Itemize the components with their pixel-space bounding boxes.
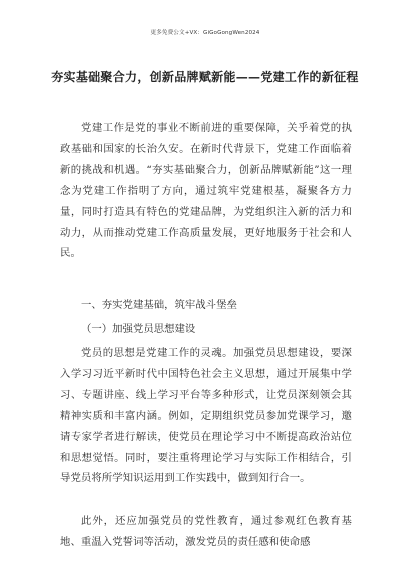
header-note: 更多免费公文+VX：GiGoGongWen2024 — [150, 30, 260, 36]
body-paragraph: 党员的思想是党建工作的灵魂。加强党员思想建设，要深入学习习近平新时代中国特色社会主义思想，通过开展集中学习、专题讲座、线上学习平台等多种形式，让党员深刻领会其精神实质和丰富内涵。例如，定期组织党员参加党课学习，邀请专家学者进行解读，使党员在理论学习中不断提高政治站位和思想觉悟。同时，要注重将理论学习与实际工作相结合，引导党员将所学知识运用到工作实践中，做到知行合一。 — [60, 347, 352, 485]
body-paragraph: 此外，还应加强党员的党性教育，通过参观红色教育基地、重温入党誓词等活动，激发党员的责任感和使命感 — [60, 515, 352, 548]
subsection-heading: （一）加强党员思想建设 — [81, 323, 196, 335]
section-heading: 一、夯实党建基础，筑牢战斗堡垒 — [81, 299, 237, 311]
document-title: 夯实基础聚合力，创新品牌赋新能——党建工作的新征程 — [51, 70, 359, 84]
intro-paragraph: 党建工作是党的事业不断前进的重要保障，关乎着党的执政基础和国家的长治久安。在新时代背景下，党建工作面临着新的挑战和机遇。“夯实基础聚合力，创新品牌赋新能”这一理念为党建工作指明了方向，通过筑牢党建根基，凝聚各方力量，同时打造具有特色的党建品牌，为党组织注入新的活力和动力，从而推动党建工作高质量发展，更好地服务于社会和人民。 — [60, 122, 352, 260]
